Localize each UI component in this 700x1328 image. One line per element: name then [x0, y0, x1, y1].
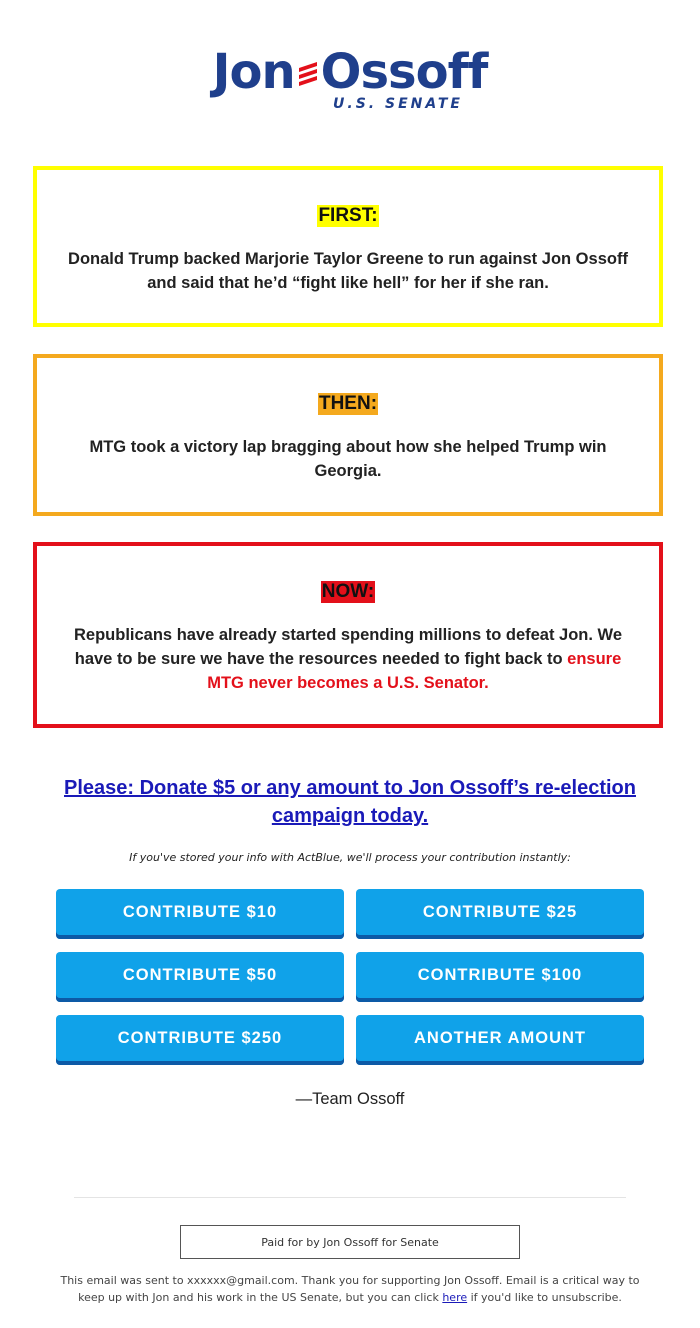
then-text: MTG took a victory lap bragging about how she helped Trump win Georgia.: [89, 438, 607, 480]
footer-text: [60, 1272, 640, 1306]
logo-stripes-icon: [297, 44, 319, 100]
unsubscribe-link[interactable]: here: [442, 1291, 468, 1304]
divider: [74, 1197, 626, 1198]
then-box: [33, 354, 663, 516]
then-title: THEN:: [318, 393, 378, 414]
now-box: [33, 542, 663, 728]
actblue-note: If you've stored your info with ActBlue, we'll process your contribution instantly:: [129, 851, 571, 864]
logo-first-name: Jon: [212, 44, 295, 100]
now-title: NOW:: [321, 581, 375, 602]
logo-wordmark: [213, 44, 488, 100]
logo-subtitle: U.S. SENATE: [333, 96, 463, 112]
donate-link[interactable]: Please: Donate $5 or any amount to Jon Ossoff’s re-election campaign today.: [64, 777, 636, 827]
first-box: [33, 166, 663, 327]
footer-text-before: This email was sent to xxxxxx@gmail.com. Thank you for supporting Jon Ossoff. Email is a critical way to keep up with Jon and his work in the US Senate, but you can click: [60, 1274, 640, 1304]
another-amount-button[interactable]: ANOTHER AMOUNT: [356, 1015, 644, 1065]
first-text: Donald Trump backed Marjorie Taylor Greene to run against Jon Ossoff and said that he’d “fight like hell” for her if she ran.: [68, 250, 628, 292]
first-title: FIRST:: [318, 205, 378, 226]
now-text-body: Republicans have already started spending millions to defeat Jon. We have to be sure we have the resources needed to fight back to: [74, 626, 622, 668]
now-text: [61, 623, 635, 695]
now-text-highlight: ensure MTG never becomes a U.S. Senator.: [207, 650, 622, 692]
signoff: —Team Ossoff: [295, 1090, 405, 1108]
contribute-50-button[interactable]: CONTRIBUTE $50: [56, 952, 344, 1002]
contribute-100-button[interactable]: CONTRIBUTE $100: [356, 952, 644, 1002]
contribute-25-button[interactable]: CONTRIBUTE $25: [356, 889, 644, 939]
footer-text-after: if you'd like to unsubscribe.: [467, 1291, 622, 1304]
contribute-250-button[interactable]: CONTRIBUTE $250: [56, 1015, 344, 1065]
logo-last-name: Ossoff: [320, 44, 488, 100]
logo: [0, 44, 700, 112]
contribute-10-button[interactable]: CONTRIBUTE $10: [56, 889, 344, 939]
paid-for-disclaimer: Paid for by Jon Ossoff for Senate: [180, 1225, 520, 1259]
